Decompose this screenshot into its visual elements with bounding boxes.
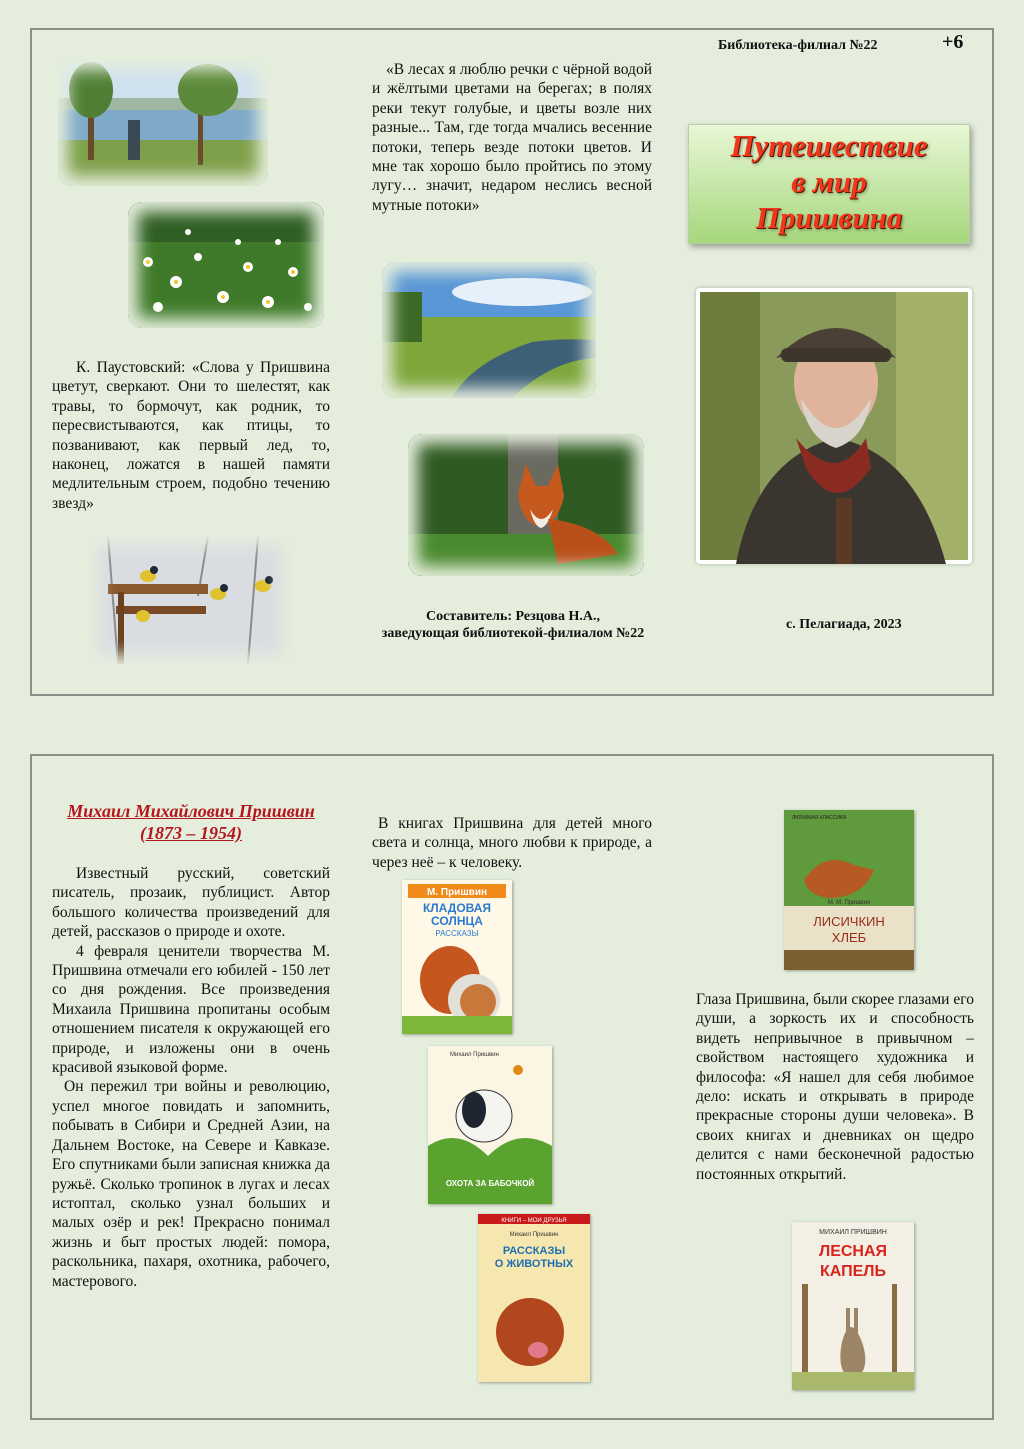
prishvin-quote: «В лесах я люблю речки с чёрной водой и жёлтыми цветами на берегах; в полях реки текут голубые, и цветы возле них разные... Там, где тогда мчались весенние потоки, теперь везде потоки цветов. И мне так хорошо было пройтись по этому лугу… значит, недаром неслись весной мутные потоки» [372, 61, 652, 214]
book1-title-2: СОЛНЦА [431, 914, 483, 928]
daisy-meadow-image [128, 202, 324, 328]
place-year: с. Пелагиада, 2023 [786, 617, 902, 632]
book-kladovaya-solntsa [402, 880, 512, 1034]
compiler-line-2: заведующая библиотекой-филиалом №22 [381, 626, 645, 641]
book3-title-1: РАССКАЗЫ [502, 1245, 566, 1257]
book4-author: М. М. Пришвин [827, 900, 871, 906]
library-name: Библиотека-филиал №22 [718, 38, 878, 53]
prishvin-portrait [696, 288, 972, 564]
book4-title-1: ЛИСИЧКИН [813, 914, 885, 929]
bio-heading-block [52, 800, 330, 844]
books-intro: В книгах Пришвина для детей много света и солнца, много любви к природе, а через неё – к человеку. [372, 815, 652, 871]
book-lesnaya-kapel [792, 1222, 914, 1390]
bio-text: Известный русский, советский писатель, прозаик, публицист. Автор большого количества произведений для детей, рассказов о природе и охоте. 4 февраля ценители творчества М. Пришвина отмечали его юбилей - 150 лет со дня рождения. Все произведения Михаила Пришвина пропитаны особым отношением писателя к окружающей его природе, и изложены они в очень красивой языковой форме. Он пережил три войны и революцию, успел многое повидать и запомнить, побывать в Сибири и Средней Азии, на Дальнем Востоке, на Севере и Кавказе. Его спутниками были записная книжка да ружьё. Сколько тропинок в лугах и лесах истоптал, сколько узнал больших и малых озёр и рек! Прекрасно понимал жизнь и быт простых людей: помора, раскольника, пахаря, охотника, рабочего, мастерового. [52, 865, 330, 1290]
book1-title-1: КЛАДОВАЯ [422, 901, 492, 915]
book-rasskazy-o-zhivotnykh [478, 1214, 590, 1382]
book-okhota-za-babochkoy [428, 1046, 552, 1204]
birds-feeder-image [88, 536, 292, 664]
book1-sub: РАССКАЗЫ [435, 929, 479, 938]
book5-title-2: КАПЕЛЬ [819, 1263, 887, 1280]
title-line-3: Пришвина [755, 200, 903, 235]
bio-heading: Михаил Михайлович Пришвин [67, 801, 315, 821]
book5-title-1: ЛЕСНАЯ [818, 1243, 888, 1260]
book4-title-2: ХЛЕБ [831, 930, 867, 945]
book3-title-2: О ЖИВОТНЫХ [494, 1258, 574, 1270]
river-landscape-image [382, 262, 596, 398]
fox-image [408, 434, 644, 576]
age-rating-badge: +6 [942, 31, 964, 53]
bio-years: (1873 – 1954) [140, 823, 242, 843]
title-line-1: Путешествие [730, 128, 928, 163]
title-box [688, 124, 970, 244]
book3-author: Михаил Пришвин [509, 1232, 559, 1238]
eyes-text: Глаза Пришвина, были скорее глазами его души, а зоркость их и способность видеть непривычное в привычном – свойством настоящего художника и философа: «Я нашел для себя любимое дело: искать и открывать в природе прекрасные стороны души человека». В своих книгах и дневниках он щедро делится с нами бесконечной радостью постоянных открытий. [696, 991, 974, 1183]
lake-landscape-image [58, 60, 268, 186]
compiler-line-1: Составитель: Резцова Н.А., [426, 609, 600, 624]
book5-author: МИХАИЛ ПРИШВИН [819, 1229, 887, 1236]
title-line-2: в мир [791, 164, 867, 199]
paustovsky-quote: К. Паустовский: «Слова у Пришвина цветут, сверкают. Они то шелестят, как травы, то бормочут, как родник, то пересвистываются, как птицы, то позванивают, как первый лед, то, наконец, ложатся в нашей памяти медлительным строем, подобно течению звезд» [52, 359, 330, 512]
book1-author: М. Пришвин [427, 887, 487, 898]
compiler-info [340, 608, 686, 642]
book4-series: ЛЮБИМАЯ КЛАССИКА [792, 815, 847, 821]
book3-series: КНИГИ – МОИ ДРУЗЬЯ [501, 1218, 567, 1224]
book2-title: ОХОТА ЗА БАБОЧКОЙ [445, 1179, 535, 1188]
book2-author: Михаил Пришвин [450, 1052, 499, 1058]
book-lisichkin-khleb [784, 810, 914, 970]
